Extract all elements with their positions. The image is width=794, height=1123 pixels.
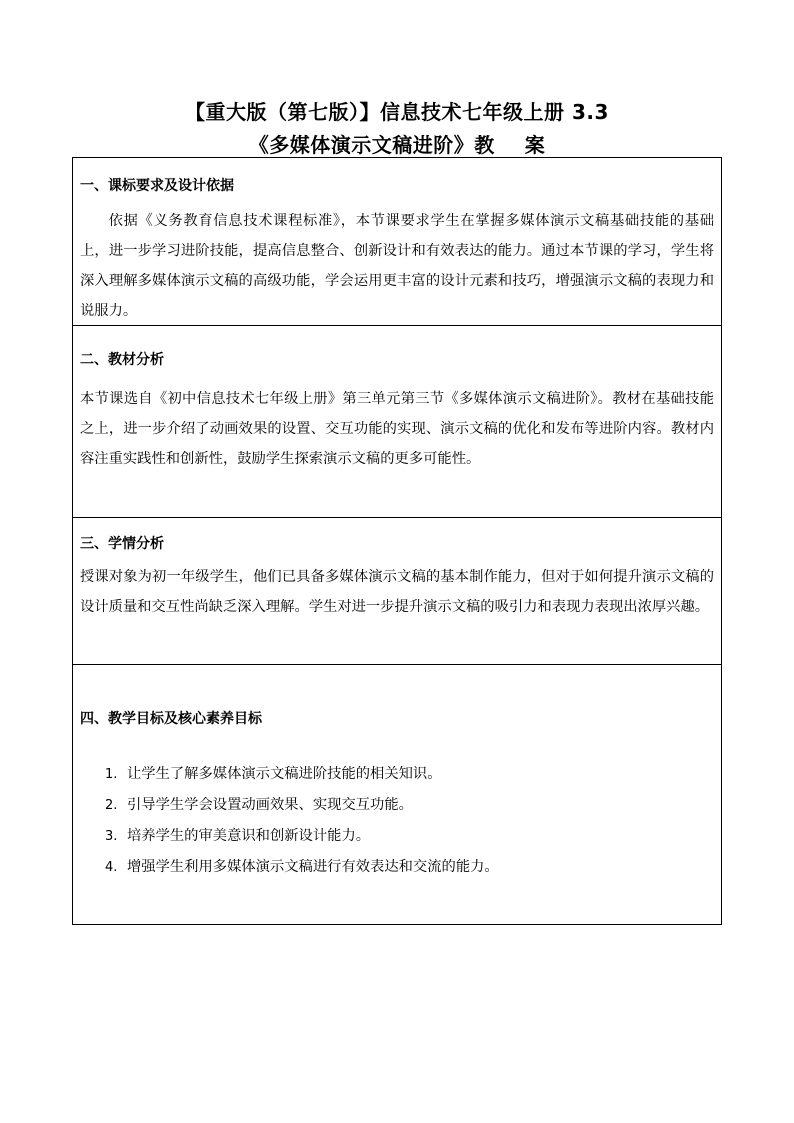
section-body: 授课对象为初一年级学生，他们已具备多媒体演示文稿的基本制作能力，但对于如何提升演示文稿的设计质量和交互性尚缺乏深入理解。学生对进一步提升演示文稿的吸引力和表现力表现出浓厚兴趣。 (80, 569, 714, 615)
section-heading: 一、课标要求及设计依据 (80, 178, 234, 194)
section-textbook-analysis (73, 326, 721, 518)
section-heading: 四、教学目标及核心素养目标 (80, 711, 262, 727)
section-heading: 二、教材分析 (80, 352, 164, 368)
objective-item (105, 759, 714, 790)
section-teaching-objectives (73, 665, 721, 924)
title-line-2-end: 案 (524, 133, 546, 157)
objective-text: 让学生了解多媒体演示文稿进阶技能的相关知识。 (127, 766, 442, 782)
objective-number: 2. (105, 798, 118, 813)
document-title (0, 96, 794, 162)
section-body: 依据《义务教育信息技术课程标准》，本节课要求学生在掌握多媒体演示文稿基础技能的基础上，进一步学习进阶技能，提高信息整合、创新设计和有效表达的能力。通过本节课的学习，学生将深入理解多媒体演示文稿的高级功能，学会运用更丰富的设计元素和技巧，增强演示文稿的表现力和说服力。 (80, 213, 714, 319)
objective-item (105, 852, 714, 883)
objectives-list (80, 759, 714, 883)
objective-number: 3. (105, 829, 118, 844)
objective-item (105, 821, 714, 852)
title-line-2-main: 《多媒体演示文稿进阶》教 (248, 133, 495, 157)
section-curriculum-standards (73, 158, 721, 326)
section-body: 本节课选自《初中信息技术七年级上册》第三单元第三节《多媒体演示文稿进阶》。教材在基础技能之上，进一步介绍了动画效果的设置、交互功能的实现、演示文稿的优化和发布等进阶内容。教材内容注重实践性和创新性，鼓励学生探索演示文稿的更多可能性。 (80, 391, 714, 467)
title-line-1: 【重大版（第七版）】信息技术七年级上册 3.3 (185, 100, 609, 124)
objective-text: 培养学生的审美意识和创新设计能力。 (127, 828, 371, 844)
section-student-analysis (73, 518, 721, 665)
section-heading: 三、学情分析 (80, 536, 164, 552)
objective-text: 引导学生学会设置动画效果、实现交互功能。 (127, 797, 413, 813)
objective-text: 增强学生利用多媒体演示文稿进行有效表达和交流的能力。 (127, 859, 499, 875)
lesson-plan-table (72, 157, 722, 925)
objective-number: 1. (105, 767, 118, 782)
objective-number: 4. (105, 860, 118, 875)
objective-item (105, 790, 714, 821)
